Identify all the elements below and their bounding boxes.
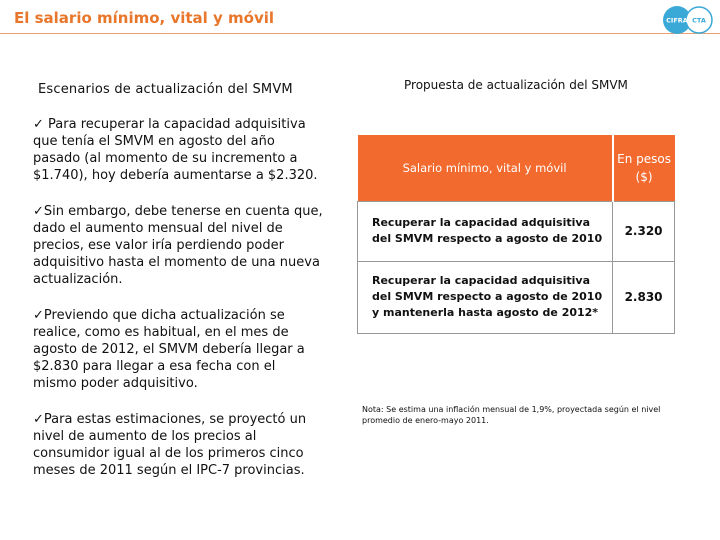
bullet-text: Para estas estimaciones, se proyectó un nivel de aumento de los precios al consumidor igual al de los primeros cinco meses de 2011 según el IPC-7 provincias. bbox=[33, 412, 307, 478]
scenario-bullet bbox=[33, 307, 323, 392]
scenarios-list bbox=[33, 116, 323, 498]
header-value-line2: ($) bbox=[635, 169, 653, 184]
row-label: Recuperar la capacidad adquisitiva del SMVM respecto a agosto de 2010 y mantenerla hasta agosto de 2012* bbox=[358, 261, 613, 333]
scenario-bullet bbox=[33, 411, 323, 479]
table-row bbox=[358, 201, 675, 261]
check-icon: ✓ bbox=[33, 117, 44, 132]
header-value-line1: En pesos bbox=[617, 151, 671, 166]
logo-right-text: CTA bbox=[692, 16, 706, 25]
scenario-bullet bbox=[33, 203, 323, 288]
check-icon: ✓ bbox=[33, 308, 44, 323]
scenarios-heading: Escenarios de actualización del SMVM bbox=[38, 82, 293, 97]
title-divider bbox=[0, 33, 720, 34]
bullet-text: Sin embargo, debe tenerse en cuenta que, dado el aumento mensual del nivel de precios, ese valor iría perdiendo poder adquisitivo hasta el momento de una nueva actualización. bbox=[33, 204, 323, 287]
table-header-value bbox=[613, 135, 675, 201]
table-note: Nota: Se estima una inflación mensual de 1,9%, proyectada según el nivel promedio de enero-mayo 2011. bbox=[362, 405, 661, 425]
bullet-text: Para recuperar la capacidad adquisitiva que tenía el SMVM en agosto del año pasado (al momento de su incremento a $1.740), hoy debería aumentarse a $2.320. bbox=[33, 117, 318, 183]
logo-left-text: CIFRA bbox=[666, 16, 688, 25]
check-icon: ✓ bbox=[33, 412, 44, 427]
table-row bbox=[358, 261, 675, 333]
table-header-row bbox=[358, 135, 675, 201]
scenario-bullet bbox=[33, 116, 323, 184]
proposal-table bbox=[357, 135, 675, 334]
row-value: 2.320 bbox=[613, 201, 675, 261]
row-label: Recuperar la capacidad adquisitiva del SMVM respecto a agosto de 2010 bbox=[358, 201, 613, 261]
table-header-concept: Salario mínimo, vital y móvil bbox=[358, 135, 613, 201]
row-value: 2.830 bbox=[613, 261, 675, 333]
cifra-cta-logo bbox=[663, 3, 717, 37]
proposal-heading: Propuesta de actualización del SMVM bbox=[404, 78, 628, 92]
check-icon: ✓ bbox=[33, 204, 44, 219]
page-title: El salario mínimo, vital y móvil bbox=[14, 9, 275, 27]
bullet-text: Previendo que dicha actualización se realice, como es habitual, en el mes de agosto de 2012, el SMVM debería llegar a $2.830 para llegar a esa fecha con el mismo poder adquisitivo. bbox=[33, 308, 305, 391]
